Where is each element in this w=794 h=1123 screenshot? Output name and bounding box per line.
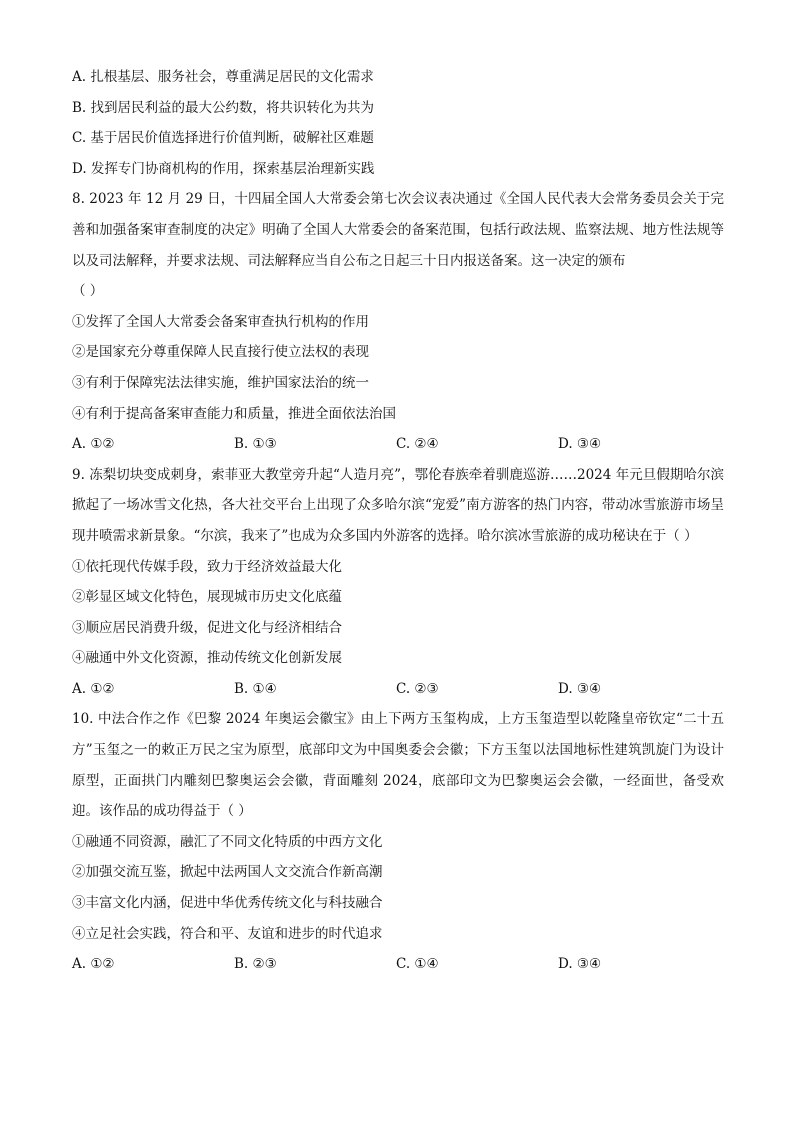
q7-option-c: C. 基于居民价值选择进行价值判断，破解社区难题 [72,130,374,147]
q9-statement-2: ②彰显区域文化特色，展现城市历史文化底蕴 [72,589,342,606]
question-7-options [72,62,724,184]
q9-stem: 9. 冻梨切块变成刺身，索菲亚大教堂旁升起“人造月亮”，鄂伦春族牵着驯鹿巡游……2024 年元旦假期哈尔滨掀起了一场冰雪文化热，各大社交平台上出现了众多哈尔滨“宠爱”南方游客的热门内容，带动冰雪旅游市场呈现井喷需求新景象。“尔滨，我来了”也成为众多国内外游客的选择。哈尔滨冰雪旅游的成功秘诀在于（ ） [72,466,724,544]
q10-statement-4: ④立足社会实践，符合和平、友谊和进步的时代追求 [72,925,383,942]
q7-option-a: A. 扎根基层、服务社会，尊重满足居民的文化需求 [72,69,374,85]
q8-choices [72,429,724,460]
exam-page [72,62,724,980]
q8-choice-c: C. ②④ [396,436,439,453]
q10-choice-d: D. ③④ [558,956,602,973]
q8-answer-blank: （ ） [72,283,104,300]
q9-choices [72,674,724,705]
q8-statement-1: ①发挥了全国人大常委会备案审查执行机构的作用 [72,313,369,330]
q7-option-b: B. 找到居民利益的最大公约数，将共识转化为共为 [72,99,375,116]
q10-statement-3: ③丰富文化内涵，促进中华优秀传统文化与科技融合 [72,895,383,912]
question-10 [72,704,724,979]
question-9 [72,460,724,705]
q9-choice-b: B. ①④ [234,680,277,697]
q9-choice-c: C. ②③ [396,680,439,697]
q8-choice-d: D. ③④ [558,436,602,453]
q10-stem: 10. 中法合作之作《巴黎 2024 年奥运会徽宝》由上下两方玉玺构成，上方玉玺造型以乾隆皇帝钦定“二十五方”玉玺之一的敕正万民之宝为原型，底部印文为中国奥委会会徽；下方玉玺以法国地标性建筑凯旋门为设计原型，正面拱门内雕刻巴黎奥运会会徽，背面雕刻 2024，底部印文为巴黎奥运会会徽，一经面世，备受欢迎。该作品的成功得益于（ ） [72,711,724,820]
q10-choices [72,949,724,980]
q9-statement-1: ①依托现代传媒手段，致力于经济效益最大化 [72,558,342,575]
q8-stem: 8. 2023 年 12 月 29 日，十四届全国人大常委会第七次会议表决通过《全国人民代表大会常务委员会关于完善和加强备案审查制度的决定》明确了全国人大常委会的备案范围，包括行政法规、监察法规、地方性法规等以及司法解释，并要求法规、司法解释应当自公布之日起三十日内报送备案。这一决定的颁布 [72,191,724,269]
q9-choice-a: A. ①② [72,680,115,697]
q8-choice-a: A. ①② [72,436,115,453]
q10-statement-1: ①融通不同资源，融汇了不同文化特质的中西方文化 [72,833,383,850]
q9-statement-4: ④融通中外文化资源，推动传统文化创新发展 [72,650,342,667]
q10-choice-a: A. ①② [72,956,115,973]
q10-statement-2: ②加强交流互鉴，掀起中法两国人文交流合作新高潮 [72,864,383,881]
q8-statement-2: ②是国家充分尊重保障人民直接行使立法权的表现 [72,344,369,361]
q10-choice-c: C. ①④ [396,956,439,973]
q9-choice-d: D. ③④ [558,680,602,697]
q8-statement-4: ④有利于提高备案审查能力和质量，推进全面依法治国 [72,405,396,422]
q8-statement-3: ③有利于保障宪法法律实施，维护国家法治的统一 [72,374,369,391]
q7-option-d: D. 发挥专门协商机构的作用，探索基层治理新实践 [72,160,375,177]
q10-choice-b: B. ②③ [234,956,277,973]
q9-statement-3: ③顺应居民消费升级，促进文化与经济相结合 [72,619,342,636]
question-8 [72,184,724,459]
q8-choice-b: B. ①③ [234,436,277,453]
